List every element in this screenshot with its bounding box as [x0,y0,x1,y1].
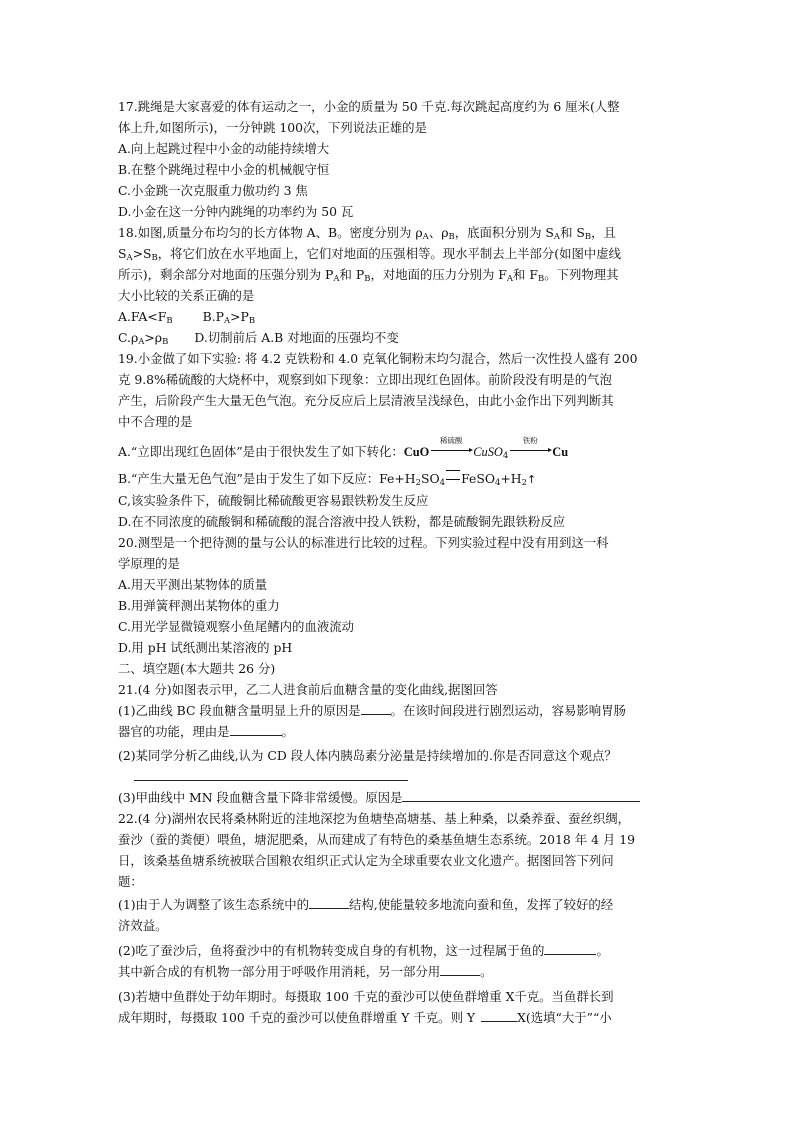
q22-part1-line1 [118,894,678,915]
q17-option-d: D.小金在这一分钟内跳绳的功率约为 50 瓦 [118,204,354,219]
q18-option-b-rest: >P [230,309,249,324]
q18-option-c: C.ρ [118,330,139,345]
q18-options-ab [118,306,678,327]
q18-text: 、ρ [428,225,449,240]
q18-sub: A [333,274,340,284]
q22-part3-line2 [118,1007,678,1028]
q20-stem-line1: 20.测型是一个把待测的量与公认的标准进行比较的过程。下列实验过程中没有用到这一科 [118,535,609,550]
gas-up-arrow-icon: ↑ [527,473,537,486]
formula-sub: 4 [439,478,446,488]
q18-text: 所示)，剩余部分对地面的压强分别为 P [118,267,334,282]
q22-text: X(选填“大于”“小 [517,1010,612,1025]
q22-stem-line2: 蚕沙（蚕的粪便）喂鱼，塘泥肥桑，从而建成了有特色的桑基鱼塘生态系统。2018 年 4 月 19 [118,832,635,847]
q22-text: 其中新合成的有机物一部分用于呼吸作用消耗，另一部分用 [118,964,441,979]
q22-text: (2)吃了蚕沙后，鱼将蚕沙中的有机物转变成自身的有机物，这一过程属于鱼的 [118,943,545,958]
q21-part3 [118,787,678,808]
q21-text: 。 [281,724,294,739]
q18-sub: B [151,253,158,263]
q18-text: 和 F [513,267,538,282]
q17-option-c: C.小金跳一次克服重力傲功约 3 焦 [118,183,308,198]
formula-cu: Cu [552,445,569,459]
q22-text: 。 [480,964,493,979]
q17-option-b: B.在整个跳绳过程中小金的机械舰守恒 [118,162,330,177]
q20-stem-line2: 学原理的是 [118,556,180,571]
q18-sub: B [248,316,256,326]
equals-sign [446,470,460,480]
q19-option-d: D.在不同浓度的硫酸铜和稀硫酸的混合溶液中投人铁粉，都是硫酸铜先跟铁粉反应 [118,514,566,529]
q19-option-b [118,468,678,490]
q18-sub: A [126,253,133,263]
q22-part3-line1: (3)若塘中鱼群处于幼年期时。每摄取 100 千克的蚕沙可以使鱼群增重 X千克。当鱼群长到 [118,989,614,1004]
formula-cuo: CuO [403,445,430,459]
q18-sub: A [138,337,145,347]
arrow-label-dilute-sulfuric: 稀硫酸 [440,436,463,445]
q22-text: 成年期时，每摄取 100 千克的蚕沙可以使鱼群增重 Y 千克。则 Y [118,1010,476,1025]
q21-text: 。在该时间段进行剧烈运动，容易影响胃肠 [390,703,626,718]
q22-stem-line1: 22.(4 分)湖州农民将桑林附近的洼地深挖为鱼塘垫高塘基、基上种桑，以桑养蚕、蚕丝织绸， [118,811,631,826]
formula-sub: 4 [502,451,509,461]
q19-stem-line3: 产生，后阶段产生大量无色气泡。充分反应后上层清液呈浅绿色，由此小金作出下列判断其 [118,393,614,408]
exam-page [118,96,678,1028]
answer-blank[interactable] [134,767,408,781]
q22-text: 结构,使能量较多地流向蚕和鱼，发挥了较好的经 [349,897,614,912]
answer-blank[interactable] [481,1008,517,1022]
q22-part2-line1 [118,940,678,961]
reaction-arrow-1 [429,436,473,458]
q18-sub: B [584,232,592,242]
q18-sub: A [506,274,514,284]
q18-sub: A [422,232,429,242]
answer-blank[interactable] [230,722,282,736]
q19-stem-line1: 19.小金做了如下实验: 将 4.2 克铁粉和 4.0 克氧化铜粉末均匀混合，然后一次性投人盛有 200 [118,351,638,366]
q18-stem-line4: 大小比较的关系正确的是 [118,288,255,303]
q22-stem-line4: 题： [118,874,143,889]
q20-option-b: B.用弹簧秤测出某物体的重力 [118,598,280,613]
q20-option-d: D.用 pH 试纸测出某溶液的 pH [118,640,293,655]
answer-blank[interactable] [440,962,480,976]
q18-text: 和 S [560,225,585,240]
q18-text: 。下列物理其 [544,267,619,282]
q18-option-c-rest: >ρ [144,330,163,345]
q18-text: >S [132,246,152,261]
q21-part1-line2 [118,721,678,742]
q18-text: ，底面积分别为 S [454,225,554,240]
q21-part2-answer-line [118,766,678,787]
formula-feso: FeSO [461,471,495,486]
formula-sub: 2 [521,478,528,488]
q19-option-a-text: A.“立即出现红色固体”是由于很快发生了如下转化： [118,444,404,459]
section-heading: 二、填空题(本大题共 26 分) [118,661,276,676]
q22-text: (1)由于人为调整了该生态系统中的 [118,897,310,912]
q18-text: ，对地面的压力分别为 F [370,267,507,282]
q22-part1-line2: 济效益。 [118,918,168,933]
q18-stem-line3 [118,264,678,285]
q18-option-d: D.切制前后 A.B 对地面的压强均不变 [194,330,399,345]
q17-stem-line2: 体上升,如图所示)，一分钟跳 100次，下列说法正雄的是 [118,120,427,135]
answer-blank[interactable] [544,941,596,955]
formula-sub: 2 [415,478,421,488]
q18-text: ，将它们放在水平地面上，它们对地面的压强相等。现水平制去上半部分(如图中虚线 [157,246,622,261]
q18-sub: A [223,316,231,326]
q18-stem-line2 [118,243,678,264]
q18-sub: B [537,274,545,284]
q22-part2-line2 [118,961,678,982]
q21-text: (3)甲曲线中 MN 段血糖含量下降非常缓慢。原因是 [118,790,403,805]
q18-sub: B [364,274,371,284]
q19-stem-line4: 中不合理的是 [118,414,193,429]
q21-text: (1)乙曲线 BC 段血糖含量明显上升的原因是 [118,703,361,718]
q21-text: 器官的功能，理由是 [118,724,230,739]
q21-stem: 21.(4 分)如图表示甲，乙二人进食前后血糖含量的变化曲线,据图回答 [118,682,498,697]
q18-text: S [118,246,127,261]
answer-blank[interactable] [402,788,640,802]
q18-sub: B [162,337,169,347]
q18-sub: B [448,232,455,242]
q21-part2: (2)某同学分析乙曲线,认为 CD 段人体内胰岛素分泌量是持续增加的.你是否同意这个观点？ [118,748,617,763]
formula-so: SO [421,471,440,486]
q20-option-a: A.用天平测出某物体的质量 [118,577,268,592]
q18-option-b: B.P [202,309,224,324]
q20-option-c: C.用光学显微镜观察小鱼尾鳍内的血液流动 [118,619,355,634]
answer-blank[interactable] [361,701,391,715]
answer-blank[interactable] [309,895,349,909]
q19-option-a [118,436,678,464]
formula-h: +H [500,471,522,486]
q22-stem-line3: 日，该桑基鱼塘系统被联合国粮农组织正式认定为全球重要农业文化遗产。据图回答下列问 [118,853,614,868]
q17-option-a: A.向上起跳过程中小金的动能持续增大 [118,141,330,156]
q22-text: 。 [596,943,609,958]
q18-sub: B [166,316,173,326]
q17-stem-line1: 17.跳绳是大家喜爱的体有运动之一，小金的质量为 50 千克.每次跳起高度约为 6 厘米(人整 [118,99,620,114]
q19-stem-line2: 克 9.8%稀硫酸的大烧杯中，观察到如下现象：立即出现红色固体。前阶段没有明是的气泡 [118,372,612,387]
q18-sub: A [553,232,561,242]
arrow-label-iron-powder: 铁粉 [522,436,538,445]
q19-option-b-text: B.“产生大量无色气泡”是由于发生了如下反应：Fe+H [118,471,416,486]
reaction-arrow-2 [508,436,552,458]
q18-options-cd [118,327,678,348]
q18-text: ，且 [591,225,616,240]
formula-sub: 4 [494,478,501,488]
q18-stem-line1 [118,222,678,243]
q21-part1-line1 [118,700,678,721]
q18-option-a: A.FA<F [118,309,167,324]
formula-cuso4: CuSO [473,445,503,459]
q18-text: 18.如图,质量分布均匀的长方体物 A、B。密度分别为 ρ [118,225,423,240]
q18-text: 和 P [339,267,365,282]
q19-option-c: C,该实验条件下，硫酸铜比稀硫酸更容易跟铁粉发生反应 [118,493,429,508]
